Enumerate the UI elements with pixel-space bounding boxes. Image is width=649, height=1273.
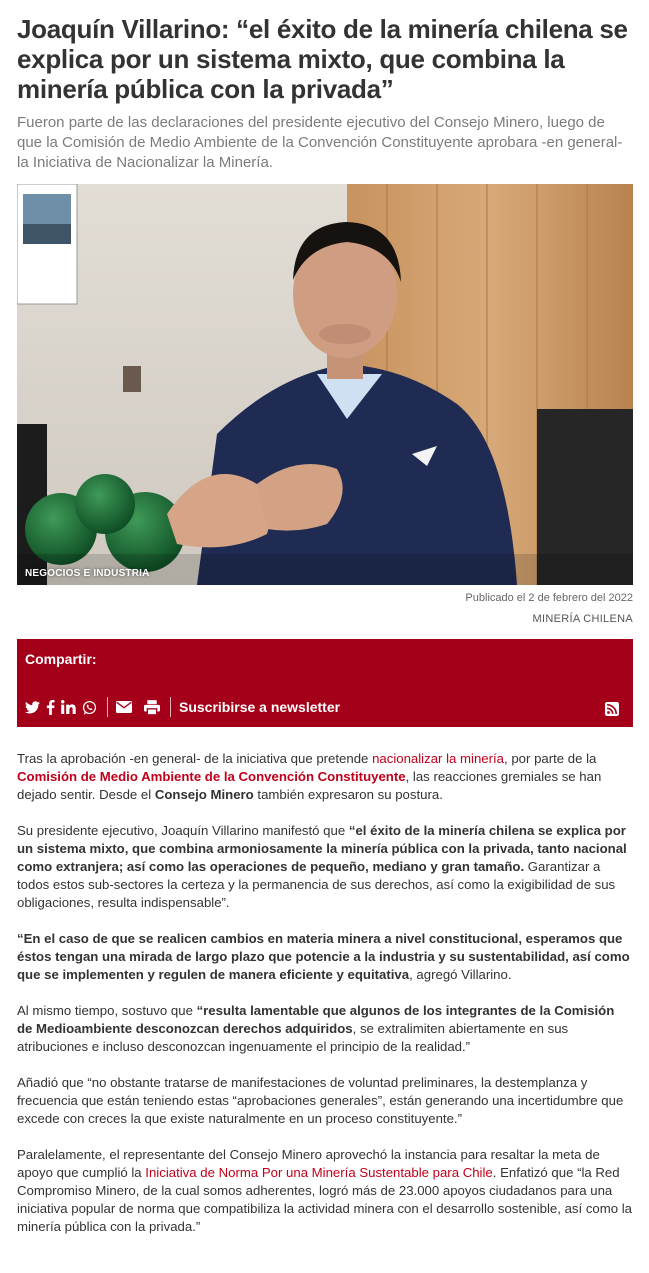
paragraph [17, 822, 633, 912]
facebook-icon[interactable] [46, 697, 55, 717]
category-tag[interactable]: NEGOCIOS E INDUSTRIA [25, 568, 150, 579]
share-label: Compartir: [25, 651, 97, 667]
portrait-illustration [17, 184, 633, 585]
link-nacionalizar[interactable]: nacionalizar la minería [372, 751, 505, 766]
newsletter-link[interactable]: Suscribirse a newsletter [179, 699, 341, 715]
text: también expresaron su postura. [253, 787, 443, 802]
email-icon[interactable] [116, 697, 132, 717]
paragraph [17, 1146, 633, 1236]
article-body [17, 750, 633, 1254]
bold-text: “el éxito de la minería chilena se explica por un sistema mixto, que combina armoniosamente la minería pública con la privada, tanto nacional como extranjera; así como las operaciones de pequeño, mediano y gran tamaño. [17, 823, 627, 874]
text: , se extralimiten abiertamente en sus atribuciones e incluso desconozcan ingenuamente el principio de la realidad.” [17, 1021, 569, 1054]
whatsapp-icon[interactable] [82, 697, 97, 717]
publish-date: Publicado el 2 de febrero del 2022 [465, 592, 633, 604]
bold-text: Consejo Minero [154, 787, 254, 802]
hero-photo [17, 184, 633, 585]
paragraph [17, 1074, 633, 1128]
rss-icon[interactable] [605, 699, 619, 719]
text: , por parte de la [504, 751, 597, 766]
link-comision[interactable]: Comisión de Medio Ambiente de la Convención Constituyente [17, 769, 406, 784]
paragraph [17, 1002, 633, 1056]
bold-text: “En el caso de que se realicen cambios en materia minera a nivel constitucional, esperamos que éstos tengan una mirada de largo plazo que potencie a la industria y su sustentabilidad, así como que se implementen y regulen de manera eficiente y equitativa [17, 931, 630, 982]
text: Garantizar a todos estos sub-sectores la certeza y la permanencia de sus derechos, así como la exigibilidad de sus obligaciones, resulta indispensable”. [17, 859, 616, 910]
text: Su presidente ejecutivo, Joaquín Villarino manifestó que [17, 823, 349, 838]
link-iniciativa-norma[interactable]: Iniciativa de Norma Por una Minería Sustentable para Chile [145, 1165, 493, 1180]
share-actions [25, 697, 625, 717]
share-bar [17, 639, 633, 727]
linkedin-icon[interactable] [61, 697, 76, 717]
text: Paralelamente, el representante del Consejo Minero aprovechó la instancia para resaltar la meta de apoyo que cumplió la [17, 1147, 600, 1180]
article-title: Joaquín Villarino: “el éxito de la minería chilena se explica por un sistema mixto, que combina la minería pública con la privada” [17, 14, 628, 104]
text: . Enfatizó que “la Red Compromiso Minero, de la cual somos adherentes, logró más de 23.000 apoyos ciudadanos para una iniciativa popular de norma que compatibiliza la actividad minera con el desarrollo sostenible, así como la minería pública con la privada.” [17, 1165, 633, 1234]
share-divider [170, 697, 171, 717]
share-divider [107, 697, 108, 717]
text: , las reacciones gremiales se han dejado sentir. Desde el [17, 769, 602, 802]
print-icon[interactable] [144, 697, 160, 717]
text: Tras la aprobación -en general- de la iniciativa que pretende [17, 751, 373, 766]
text: Al mismo tiempo, sostuvo que [17, 1003, 197, 1018]
text: , agregó Villarino. [409, 967, 512, 982]
paragraph [17, 930, 633, 984]
paragraph [17, 750, 633, 804]
text: Añadió que “no obstante tratarse de manifestaciones de voluntad preliminares, la destemplanza y frecuencia que están teniendo estas “aprobaciones generales”, están generando una incertidumbre que excede con creces la que existe naturalmente en un proceso constituyente.” [17, 1075, 624, 1126]
article-source: MINERÍA CHILENA [532, 613, 633, 625]
twitter-icon[interactable] [25, 697, 40, 717]
bold-text: “resulta lamentable que algunos de los integrantes de la Comisión de Medioambiente desconozcan derechos adquiridos [17, 1003, 615, 1036]
article-subtitle: Fueron parte de las declaraciones del presidente ejecutivo del Consejo Minero, luego de que la Comisión de Medio Ambiente de la Convención Constituyente aprobara -en general- la Iniciativa de Nacionalizar la Minería. [17, 114, 623, 171]
